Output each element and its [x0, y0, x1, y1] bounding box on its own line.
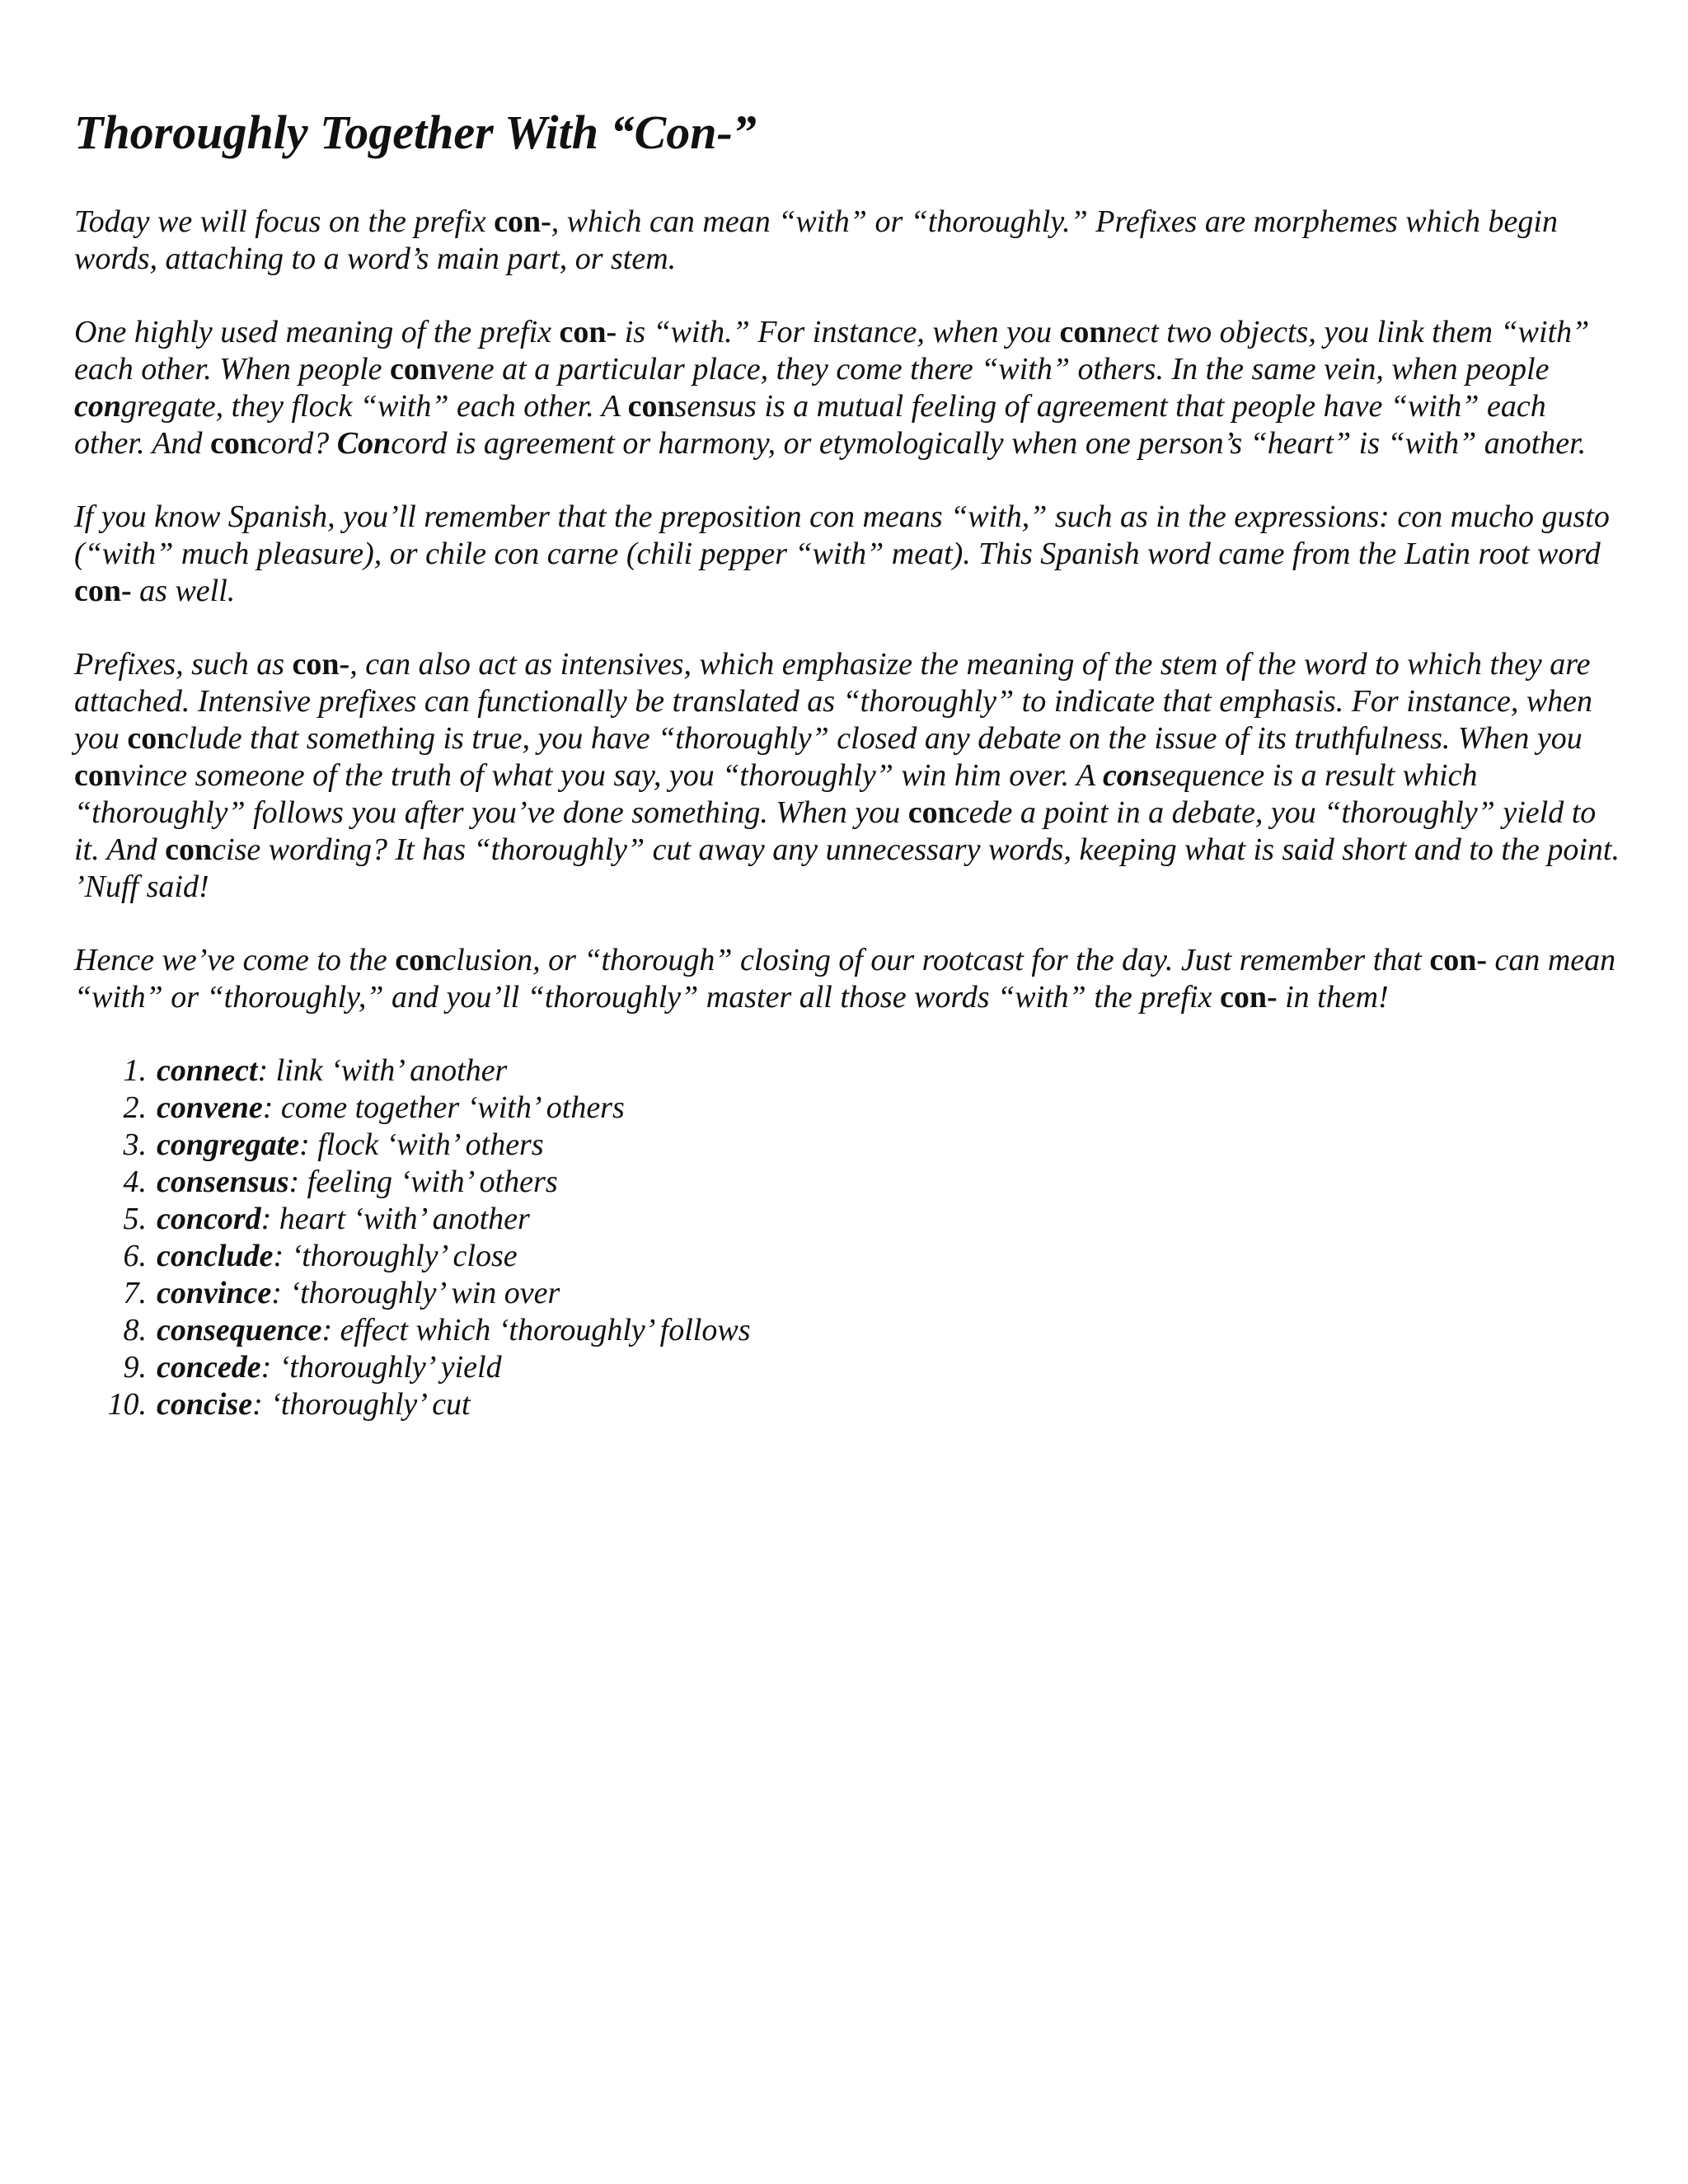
- prefix-highlight: con: [74, 757, 121, 793]
- list-item: [74, 1349, 1624, 1386]
- text-run: Prefixes, such as: [74, 646, 293, 682]
- prefix-highlight: con: [74, 388, 121, 424]
- prefix-highlight: Con: [336, 425, 392, 461]
- prefix-highlight: con: [907, 794, 955, 830]
- text-run: sensus is a mutual feeling of agreement that people have “with” each other. And: [74, 388, 1546, 461]
- prefix-highlight: con-: [1429, 942, 1487, 977]
- item-term: convene: [157, 1090, 263, 1125]
- list-item: [74, 1312, 1624, 1349]
- text-run: clude that something is true, you have “thoroughly” closed any debate on the issue of its truthfulness. When you: [174, 720, 1582, 756]
- item-number: 8.: [123, 1312, 147, 1347]
- prefix-highlight: con: [1102, 757, 1150, 793]
- text-run: Hence we’ve come to the: [74, 942, 396, 977]
- item-term: convince: [157, 1275, 272, 1310]
- list-item: [74, 1201, 1624, 1238]
- text-run: , can also act as intensives, which emphasize the meaning of the stem of the word to which they are attached. Intensive prefixes can functionally be translated as “thoroughly” to indicate that emphasis. For instance, when you: [74, 646, 1593, 756]
- text-run: cede a point in a debate, you “thoroughly” yield to it. And: [74, 794, 1597, 867]
- item-number: 9.: [123, 1349, 147, 1385]
- item-term: consensus: [157, 1164, 289, 1199]
- item-number: 6.: [123, 1238, 147, 1273]
- list-item: [74, 1238, 1624, 1275]
- prefix-highlight: con-: [292, 646, 350, 682]
- item-number: 10.: [107, 1386, 147, 1422]
- text-run: in them!: [1277, 979, 1389, 1015]
- item-number: 2.: [123, 1090, 147, 1125]
- item-term: connect: [157, 1052, 258, 1088]
- item-definition: : ‘thoroughly’ cut: [252, 1386, 471, 1422]
- text-run: One highly used meaning of the prefix: [74, 314, 560, 349]
- item-number: 7.: [123, 1275, 147, 1310]
- prefix-highlight: con-: [74, 573, 132, 608]
- item-term: consequence: [157, 1312, 322, 1347]
- list-item: [74, 1164, 1624, 1201]
- document-page: [74, 105, 1624, 1423]
- body-text: [74, 204, 1624, 1016]
- item-definition: : link ‘with’ another: [257, 1052, 508, 1088]
- item-definition: : heart ‘with’ another: [260, 1201, 530, 1236]
- text-run: cise wording? It has “thoroughly” cut away any unnecessary words, keeping what is said short and to the point. ’Nuff said!: [74, 832, 1620, 904]
- text-run: clusion, or “thorough” closing of our rootcast for the day. Just remember that: [442, 942, 1430, 977]
- text-run: cord is agreement or harmony, or etymologically when one person’s “heart” is “with” another.: [391, 425, 1587, 461]
- prefix-highlight: con: [627, 388, 675, 424]
- list-item: [74, 1127, 1624, 1164]
- prefix-highlight: con: [210, 425, 258, 461]
- text-run: sequence is a result which “thoroughly” follows you after you’ve done something. When you: [74, 757, 1478, 830]
- paragraph-intensive-meaning: [74, 646, 1624, 906]
- text-run: Today we will focus on the prefix: [74, 204, 495, 239]
- item-term: congregate: [157, 1127, 300, 1162]
- list-item: [74, 1386, 1624, 1423]
- prefix-highlight: con-: [494, 204, 551, 239]
- item-term: concord: [157, 1201, 261, 1236]
- prefix-highlight: con: [127, 720, 175, 756]
- paragraph-conclusion: [74, 942, 1624, 1016]
- list-item: [74, 1052, 1624, 1090]
- text-run: nect two objects, you link them “with” each other. When people: [74, 314, 1590, 387]
- item-definition: : ‘thoroughly’ win over: [271, 1275, 560, 1310]
- page-title: Thoroughly Together With “Con-”: [74, 105, 757, 159]
- text-run: vene at a particular place, they come there “with” others. In the same vein, when people: [437, 351, 1550, 387]
- item-definition: : ‘thoroughly’ close: [273, 1238, 518, 1273]
- list-item: [74, 1090, 1624, 1127]
- prefix-highlight: con: [395, 942, 443, 977]
- item-definition: : effect which ‘thoroughly’ follows: [321, 1312, 751, 1347]
- prefix-highlight: con: [165, 832, 213, 867]
- text-run: , which can mean “with” or “thoroughly.” Prefixes are morphemes which begin words, attaching to a word’s main part, or stem.: [74, 204, 1558, 276]
- item-definition: : feeling ‘with’ others: [288, 1164, 558, 1199]
- text-run: cord?: [257, 425, 337, 461]
- item-definition: : ‘thoroughly’ yield: [260, 1349, 502, 1385]
- text-run: gregate, they flock “with” each other. A: [121, 388, 628, 424]
- text-run: can mean “with” or “thoroughly,” and you’ll “thoroughly” master all those words “with” the prefix: [74, 942, 1616, 1015]
- item-number: 4.: [123, 1164, 147, 1199]
- paragraph-intro: [74, 204, 1624, 278]
- item-term: concede: [157, 1349, 261, 1385]
- text-run: is “with.” For instance, when you: [617, 314, 1060, 349]
- vocabulary-list: [74, 1052, 1624, 1423]
- item-term: conclude: [157, 1238, 274, 1273]
- list-item: [74, 1275, 1624, 1312]
- item-number: 1.: [123, 1052, 147, 1088]
- prefix-highlight: con: [390, 351, 438, 387]
- text-run: vince someone of the truth of what you say, you “thoroughly” win him over. A: [121, 757, 1103, 793]
- item-definition: : flock ‘with’ others: [299, 1127, 544, 1162]
- text-run: as well.: [131, 573, 236, 608]
- paragraph-spanish: [74, 499, 1624, 610]
- text-run: If you know Spanish, you’ll remember that the preposition con means “with,” such as in the expressions: con mucho gusto (“with” much pleasure), or chile con carne (chili pepper “with” meat). This Spanish word came from the Latin root word: [74, 499, 1610, 571]
- item-number: 3.: [123, 1127, 147, 1162]
- paragraph-with-meaning: [74, 314, 1624, 462]
- prefix-highlight: con-: [559, 314, 617, 349]
- item-term: concise: [157, 1386, 253, 1422]
- item-definition: : come together ‘with’ others: [262, 1090, 625, 1125]
- prefix-highlight: con: [1059, 314, 1107, 349]
- item-number: 5.: [123, 1201, 147, 1236]
- prefix-highlight: con-: [1219, 979, 1278, 1015]
